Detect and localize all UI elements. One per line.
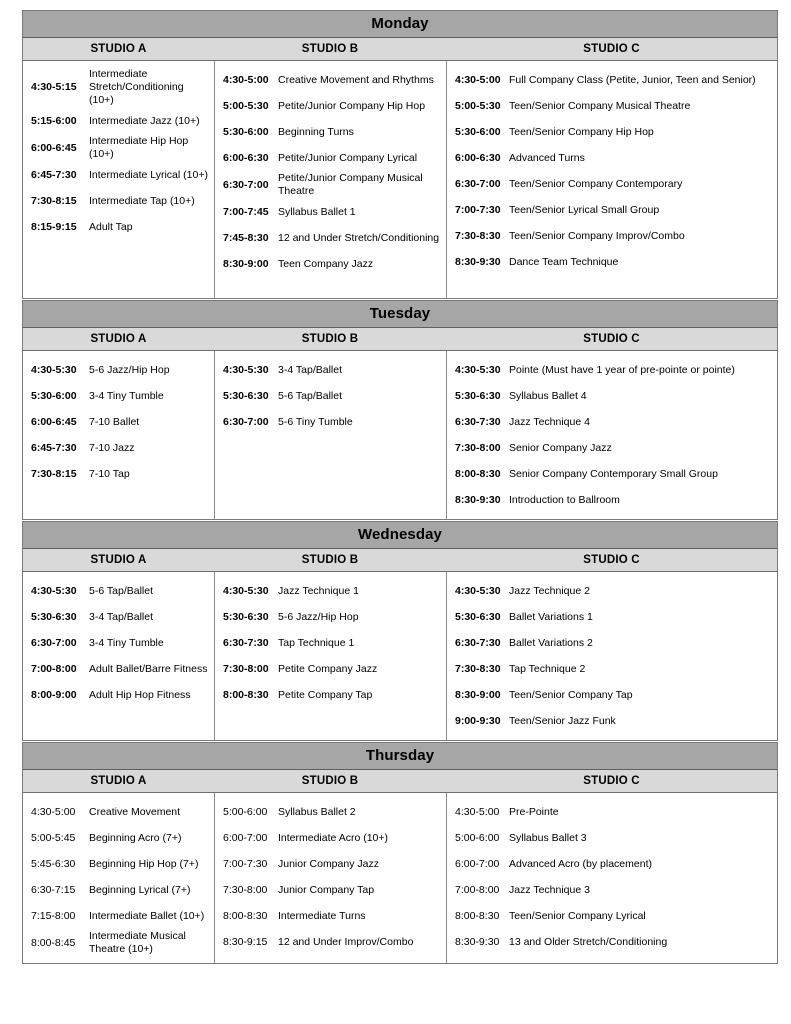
empty-slot xyxy=(23,266,214,292)
class-time: 6:30-7:30 xyxy=(455,415,501,428)
class-row[interactable] xyxy=(447,487,777,513)
class-name: 7-10 Ballet xyxy=(89,415,140,428)
class-row[interactable] xyxy=(23,682,214,708)
class-time: 6:30-7:15 xyxy=(31,883,76,896)
class-row[interactable] xyxy=(23,188,214,214)
class-name: Creative Movement and Rhythms xyxy=(278,73,434,86)
class-time: 6:30-7:30 xyxy=(223,636,269,649)
class-row[interactable] xyxy=(23,214,214,240)
empty-slot xyxy=(215,487,446,513)
class-time: 5:00-5:30 xyxy=(455,99,501,112)
class-row[interactable] xyxy=(23,162,214,188)
class-name: Petite/Junior Company Hip Hop xyxy=(278,99,426,112)
studio-header-c: STUDIO C xyxy=(583,775,640,787)
class-name: Adult Tap xyxy=(89,220,133,233)
class-time: 5:30-6:30 xyxy=(223,610,269,623)
class-time: 6:45-7:30 xyxy=(31,168,77,181)
class-row[interactable] xyxy=(447,197,777,223)
class-time: 7:30-8:15 xyxy=(31,467,77,480)
class-row[interactable] xyxy=(215,225,446,251)
studio-header-row xyxy=(23,549,777,572)
class-time: 8:00-9:00 xyxy=(31,688,77,701)
class-row[interactable] xyxy=(215,171,446,199)
class-row[interactable] xyxy=(23,799,214,825)
day-header: Tuesday xyxy=(23,301,777,328)
class-name: Petite Company Jazz xyxy=(278,662,378,675)
class-time: 6:00-6:45 xyxy=(31,141,77,154)
class-name: Teen Company Jazz xyxy=(278,257,374,270)
class-row[interactable] xyxy=(447,825,777,851)
class-row[interactable] xyxy=(23,461,214,487)
studio-c-column xyxy=(446,351,777,519)
class-name: Teen/Senior Company Tap xyxy=(509,688,633,701)
class-time: 5:30-6:30 xyxy=(223,389,269,402)
class-time: 8:30-9:00 xyxy=(455,688,501,701)
class-name: Petite/Junior Company Lyrical xyxy=(278,151,418,164)
class-time: 7:30-8:00 xyxy=(223,883,268,896)
class-name: Adult Hip Hop Fitness xyxy=(89,688,191,701)
studio-a-column xyxy=(23,61,214,298)
class-name: Advanced Acro (by placement) xyxy=(509,857,652,870)
class-time: 6:30-7:30 xyxy=(455,636,501,649)
class-time: 4:30-5:30 xyxy=(455,584,501,597)
studio-b-column xyxy=(214,793,446,963)
class-name: Ballet Variations 1 xyxy=(509,610,593,623)
class-name: Intermediate Ballet (10+) xyxy=(89,909,205,922)
class-time: 6:00-6:45 xyxy=(31,415,77,428)
class-row[interactable] xyxy=(215,851,446,877)
class-name: Jazz Technique 1 xyxy=(278,584,359,597)
class-row[interactable] xyxy=(23,851,214,877)
studio-header-a: STUDIO A xyxy=(90,775,147,787)
class-row[interactable] xyxy=(447,93,777,119)
class-time: 5:30-6:30 xyxy=(455,610,501,623)
class-time: 7:30-8:30 xyxy=(455,662,501,675)
class-time: 6:30-7:00 xyxy=(455,177,501,190)
class-time: 8:30-9:15 xyxy=(223,935,268,948)
studio-b-column xyxy=(214,351,446,519)
class-time: 8:00-8:45 xyxy=(31,936,76,949)
class-name: Jazz Technique 2 xyxy=(509,584,590,597)
class-name: Ballet Variations 2 xyxy=(509,636,593,649)
studio-header-b: STUDIO B xyxy=(301,333,359,345)
class-name: Intermediate Stretch/Conditioning (10+) xyxy=(89,68,184,106)
class-name: Junior Company Tap xyxy=(278,883,375,896)
class-time: 5:30-6:30 xyxy=(31,610,77,623)
class-row[interactable] xyxy=(447,851,777,877)
class-time: 7:00-7:30 xyxy=(223,857,268,870)
class-name: 5-6 Tiny Tumble xyxy=(278,415,353,428)
class-time: 7:00-8:00 xyxy=(31,662,77,675)
class-time: 5:15-6:00 xyxy=(31,114,77,127)
class-row[interactable] xyxy=(215,93,446,119)
studio-c-column xyxy=(446,793,777,963)
class-row[interactable] xyxy=(215,383,446,409)
class-row[interactable] xyxy=(447,461,777,487)
studio-b-column xyxy=(214,572,446,740)
class-time: 5:00-5:45 xyxy=(31,831,76,844)
class-name: Senior Company Contemporary Small Group xyxy=(509,467,718,480)
class-time: 4:30-5:00 xyxy=(31,805,76,818)
class-time: 8:00-8:30 xyxy=(455,467,501,480)
class-time: 8:15-9:15 xyxy=(31,220,77,233)
studio-c-column xyxy=(446,61,777,298)
class-time: 8:30-9:30 xyxy=(455,255,501,268)
day-columns xyxy=(23,61,777,299)
empty-slot xyxy=(23,487,214,513)
class-row[interactable] xyxy=(23,604,214,630)
class-time: 4:30-5:30 xyxy=(31,363,77,376)
class-row[interactable] xyxy=(447,119,777,145)
empty-slot xyxy=(215,708,446,734)
class-row[interactable] xyxy=(23,383,214,409)
class-name: 3-4 Tap/Ballet xyxy=(89,610,154,623)
class-row[interactable] xyxy=(447,409,777,435)
studio-header-c: STUDIO C xyxy=(583,333,640,345)
class-time: 4:30-5:00 xyxy=(455,805,500,818)
class-name: Intermediate Hip Hop (10+) xyxy=(89,135,189,160)
class-row[interactable] xyxy=(447,877,777,903)
studio-a-column xyxy=(23,793,214,963)
class-name: Syllabus Ballet 1 xyxy=(278,205,356,218)
class-time: 5:00-6:00 xyxy=(455,831,500,844)
class-row[interactable] xyxy=(23,929,214,957)
class-time: 7:30-8:00 xyxy=(223,662,269,675)
class-name: Teen/Senior Company Lyrical xyxy=(509,909,646,922)
class-row[interactable] xyxy=(215,799,446,825)
class-time: 4:30-5:00 xyxy=(455,73,501,86)
class-time: 9:00-9:30 xyxy=(455,714,501,727)
class-time: 7:45-8:30 xyxy=(223,231,269,244)
class-name: Teen/Senior Lyrical Small Group xyxy=(509,203,660,216)
class-row[interactable] xyxy=(23,578,214,604)
class-name: 3-4 Tap/Ballet xyxy=(278,363,343,376)
studio-b-column xyxy=(214,61,446,298)
class-row[interactable] xyxy=(23,67,214,108)
class-name: 5-6 Tap/Ballet xyxy=(89,584,154,597)
class-name: Intermediate Lyrical (10+) xyxy=(89,168,208,181)
class-time: 5:00-6:00 xyxy=(223,805,268,818)
class-name: 12 and Under Improv/Combo xyxy=(278,935,414,948)
class-time: 6:30-7:00 xyxy=(31,636,77,649)
class-time: 6:30-7:00 xyxy=(223,178,269,191)
class-time: 8:00-8:30 xyxy=(223,909,268,922)
class-time: 4:30-5:30 xyxy=(223,363,269,376)
class-name: 3-4 Tiny Tumble xyxy=(89,389,164,402)
studio-header-row xyxy=(23,38,777,61)
class-name: Syllabus Ballet 3 xyxy=(509,831,587,844)
class-row[interactable] xyxy=(447,578,777,604)
class-name: Beginning Lyrical (7+) xyxy=(89,883,191,896)
class-row[interactable] xyxy=(447,435,777,461)
class-time: 5:30-6:00 xyxy=(31,389,77,402)
day-columns xyxy=(23,572,777,741)
studio-a-column xyxy=(23,351,214,519)
class-row[interactable] xyxy=(23,630,214,656)
day-header: Thursday xyxy=(23,743,777,770)
class-name: Beginning Turns xyxy=(278,125,354,138)
class-row[interactable] xyxy=(23,435,214,461)
class-time: 7:15-8:00 xyxy=(31,909,76,922)
class-row[interactable] xyxy=(215,877,446,903)
class-name: Pointe (Must have 1 year of pre-pointe or pointe) xyxy=(509,363,735,376)
class-row[interactable] xyxy=(447,357,777,383)
class-name: Senior Company Jazz xyxy=(509,441,612,454)
class-name: Adult Ballet/Barre Fitness xyxy=(89,662,208,675)
class-time: 4:30-5:30 xyxy=(31,584,77,597)
class-name: Pre-Pointe xyxy=(509,805,559,818)
class-row[interactable] xyxy=(215,630,446,656)
empty-slot xyxy=(215,435,446,461)
class-time: 4:30-5:30 xyxy=(223,584,269,597)
class-name: Petite Company Tap xyxy=(278,688,373,701)
class-time: 8:30-9:30 xyxy=(455,493,501,506)
studio-header-b: STUDIO B xyxy=(301,775,359,787)
class-time: 7:00-7:45 xyxy=(223,205,269,218)
class-row[interactable] xyxy=(447,682,777,708)
class-name: Advanced Turns xyxy=(509,151,585,164)
class-row[interactable] xyxy=(215,119,446,145)
class-time: 7:30-8:30 xyxy=(455,229,501,242)
class-row[interactable] xyxy=(23,903,214,929)
day-block-wednesday xyxy=(22,521,778,741)
empty-slot xyxy=(23,708,214,734)
day-header: Wednesday xyxy=(23,522,777,549)
class-row[interactable] xyxy=(23,877,214,903)
class-row[interactable] xyxy=(447,903,777,929)
class-name: Intermediate Acro (10+) xyxy=(278,831,389,844)
class-row[interactable] xyxy=(447,67,777,93)
studio-header-a: STUDIO A xyxy=(90,554,147,566)
day-block-tuesday xyxy=(22,300,778,520)
class-name: Dance Team Technique xyxy=(509,255,619,268)
class-name: Syllabus Ballet 2 xyxy=(278,805,356,818)
class-time: 4:30-5:15 xyxy=(31,81,77,93)
studio-header-c: STUDIO C xyxy=(583,43,640,55)
studio-header-a: STUDIO A xyxy=(90,43,147,55)
class-time: 4:30-5:00 xyxy=(223,73,269,86)
class-time: 6:00-6:30 xyxy=(455,151,501,164)
class-name: Jazz Technique 3 xyxy=(509,883,590,896)
class-time: 8:30-9:00 xyxy=(223,257,269,270)
class-time: 7:30-8:15 xyxy=(31,194,77,207)
class-name: Beginning Hip Hop (7+) xyxy=(89,857,199,870)
class-row[interactable] xyxy=(447,799,777,825)
class-row[interactable] xyxy=(23,825,214,851)
class-row[interactable] xyxy=(447,929,777,955)
class-row[interactable] xyxy=(215,251,446,277)
class-time: 4:30-5:30 xyxy=(455,363,501,376)
class-name: 5-6 Jazz/Hip Hop xyxy=(89,363,170,376)
class-row[interactable] xyxy=(215,145,446,171)
class-name: Teen/Senior Company Improv/Combo xyxy=(509,229,685,242)
class-name: 7-10 Jazz xyxy=(89,441,135,454)
class-row[interactable] xyxy=(447,223,777,249)
class-time: 7:00-7:30 xyxy=(455,203,501,216)
class-name: Junior Company Jazz xyxy=(278,857,379,870)
class-name: Teen/Senior Company Contemporary xyxy=(509,177,683,190)
studio-header-c: STUDIO C xyxy=(583,554,640,566)
class-time: 5:00-5:30 xyxy=(223,99,269,112)
class-time: 5:30-6:00 xyxy=(223,125,269,138)
class-name: Intermediate Musical Theatre (10+) xyxy=(89,930,186,955)
class-time: 8:00-8:30 xyxy=(223,688,269,701)
class-row[interactable] xyxy=(23,409,214,435)
studio-header-a: STUDIO A xyxy=(90,333,147,345)
class-name: 7-10 Tap xyxy=(89,467,130,480)
class-row[interactable] xyxy=(215,903,446,929)
class-row[interactable] xyxy=(447,249,777,275)
class-row[interactable] xyxy=(215,656,446,682)
class-row[interactable] xyxy=(23,656,214,682)
class-time: 6:00-7:00 xyxy=(223,831,268,844)
class-name: 12 and Under Stretch/Conditioning xyxy=(278,231,440,244)
class-row[interactable] xyxy=(447,383,777,409)
class-row[interactable] xyxy=(215,578,446,604)
class-row[interactable] xyxy=(23,108,214,134)
class-name: Petite/Junior Company Musical Theatre xyxy=(278,172,423,197)
class-name: Introduction to Ballroom xyxy=(509,493,620,506)
class-name: 13 and Older Stretch/Conditioning xyxy=(509,935,668,948)
day-block-monday xyxy=(22,10,778,299)
class-name: Teen/Senior Jazz Funk xyxy=(509,714,616,727)
class-name: Tap Technique 2 xyxy=(509,662,586,675)
class-row[interactable] xyxy=(215,825,446,851)
class-time: 8:00-8:30 xyxy=(455,909,500,922)
class-time: 6:30-7:00 xyxy=(223,415,269,428)
class-row[interactable] xyxy=(215,682,446,708)
day-header: Monday xyxy=(23,11,777,38)
class-name: Intermediate Jazz (10+) xyxy=(89,114,200,127)
class-row[interactable] xyxy=(447,656,777,682)
day-columns xyxy=(23,351,777,520)
day-block-thursday xyxy=(22,742,778,964)
class-time: 7:00-8:00 xyxy=(455,883,500,896)
class-name: Intermediate Tap (10+) xyxy=(89,194,195,207)
class-row[interactable] xyxy=(215,357,446,383)
class-row[interactable] xyxy=(447,708,777,734)
empty-slot xyxy=(23,240,214,266)
class-row[interactable] xyxy=(447,171,777,197)
class-row[interactable] xyxy=(447,630,777,656)
studio-header-row xyxy=(23,770,777,793)
class-row[interactable] xyxy=(215,67,446,93)
class-name: 5-6 Tap/Ballet xyxy=(278,389,343,402)
class-name: Teen/Senior Company Musical Theatre xyxy=(509,99,691,112)
class-name: Syllabus Ballet 4 xyxy=(509,389,587,402)
day-columns xyxy=(23,793,777,964)
class-time: 5:30-6:30 xyxy=(455,389,501,402)
class-name: Full Company Class (Petite, Junior, Teen and Senior) xyxy=(509,73,756,86)
class-row[interactable] xyxy=(215,604,446,630)
class-name: Jazz Technique 4 xyxy=(509,415,590,428)
class-time: 5:30-6:00 xyxy=(455,125,501,138)
empty-slot xyxy=(215,461,446,487)
class-row[interactable] xyxy=(215,929,446,955)
class-time: 7:30-8:00 xyxy=(455,441,501,454)
studio-header-row xyxy=(23,328,777,351)
class-name: Teen/Senior Company Hip Hop xyxy=(509,125,654,138)
class-row[interactable] xyxy=(215,409,446,435)
studio-a-column xyxy=(23,572,214,740)
class-row[interactable] xyxy=(23,357,214,383)
class-time: 8:30-9:30 xyxy=(455,935,500,948)
class-name: 3-4 Tiny Tumble xyxy=(89,636,164,649)
class-row[interactable] xyxy=(23,134,214,162)
class-row[interactable] xyxy=(215,199,446,225)
class-time: 5:45-6:30 xyxy=(31,857,76,870)
class-row[interactable] xyxy=(447,145,777,171)
class-name: Beginning Acro (7+) xyxy=(89,831,182,844)
class-name: 5-6 Jazz/Hip Hop xyxy=(278,610,359,623)
studio-header-b: STUDIO B xyxy=(301,554,359,566)
class-name: Intermediate Turns xyxy=(278,909,366,922)
class-row[interactable] xyxy=(447,604,777,630)
class-time: 6:45-7:30 xyxy=(31,441,77,454)
class-name: Creative Movement xyxy=(89,805,181,818)
studio-c-column xyxy=(446,572,777,740)
studio-header-b: STUDIO B xyxy=(301,43,359,55)
class-time: 6:00-6:30 xyxy=(223,151,269,164)
class-name: Tap Technique 1 xyxy=(278,636,355,649)
class-time: 6:00-7:00 xyxy=(455,857,500,870)
